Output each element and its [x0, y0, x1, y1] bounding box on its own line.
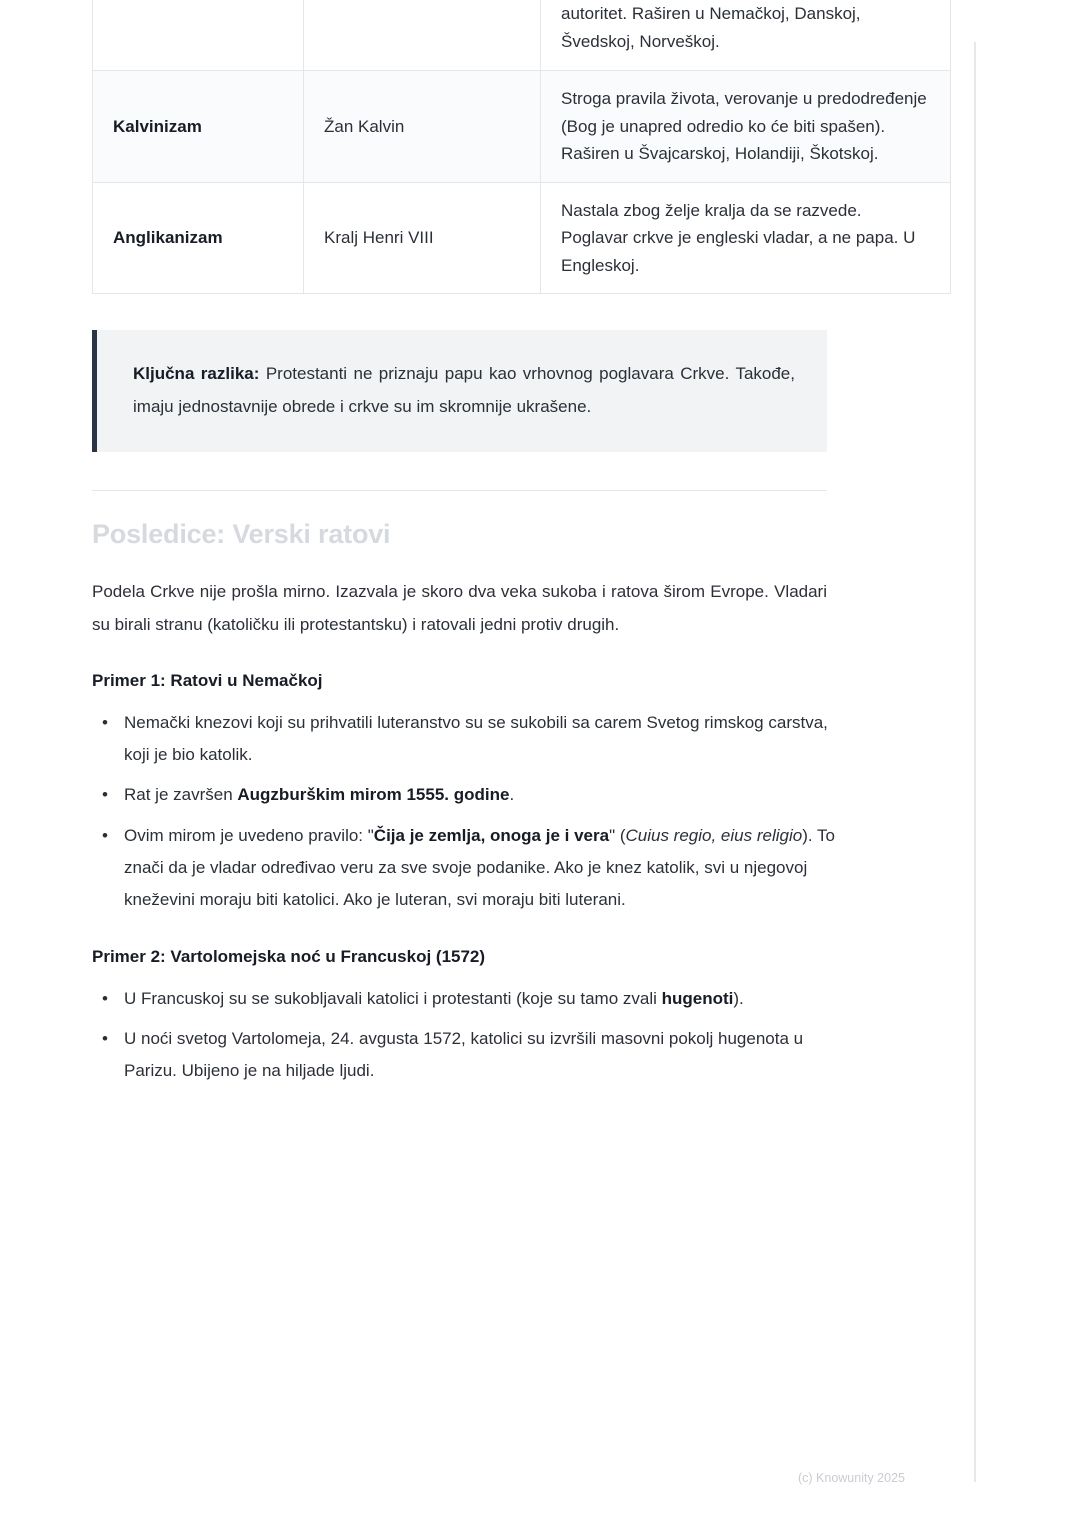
table-row	[93, 182, 951, 294]
list-item-text: Rat je završen	[124, 785, 238, 805]
table-row	[93, 71, 951, 183]
list-item-text: ).	[733, 988, 744, 1008]
table-cell-name	[93, 0, 304, 71]
example-2-heading: Primer 2: Vartolomejska noć u Francuskoj (1572)	[92, 946, 486, 966]
table-cell-founder	[304, 0, 541, 71]
table-cell-founder: Kralj Henri VIII	[304, 182, 541, 294]
list-item-text: .	[509, 785, 515, 805]
list-item	[122, 1023, 857, 1088]
reformation-branches-table	[92, 0, 951, 294]
list-item	[122, 779, 857, 811]
scrollbar-track[interactable]	[974, 42, 976, 1482]
table-cell-description: Nastala zbog želje kralja da se razvede. Poglavar crkve je engleski vladar, a ne papa. U Engleskoj.	[541, 182, 951, 294]
list-item-text: Ovim mirom je uvedeno pravilo: "	[124, 825, 374, 845]
table-cell-name: Kalvinizam	[93, 71, 304, 183]
table-row	[93, 0, 951, 71]
example-1-list	[92, 707, 857, 917]
example-1-heading: Primer 1: Ratovi u Nemačkoj	[92, 670, 323, 690]
list-item-text: " (	[609, 825, 626, 845]
list-item-text: ). To znači da je vladar određivao veru za sve svoje podanike. Ako je knez katolik, svi u njegovoj kneževini moraju biti katolici. Ako je luteran, svi moraju biti luterani.	[124, 825, 835, 910]
table-cell-name: Anglikanizam	[93, 182, 304, 294]
section-intro-paragraph: Podela Crkve nije prošla mirno. Izazvala je skoro dva veka sukoba i ratova širom Evrope. Vladari su birali stranu (katoličku ili protestantsku) i ratovali jedni protiv drugih.	[92, 581, 827, 634]
list-item	[122, 707, 857, 772]
list-item-text: U Francuskoj su se sukobljavali katolici i protestanti (koje su tamo zvali	[124, 988, 662, 1008]
list-item-text: Čija je zemlja, onoga je i vera	[373, 825, 610, 845]
list-item-text: Augzburškim mirom 1555. godine	[237, 785, 510, 805]
list-item-text: Nemački knezovi koji su prihvatili luteranstvo su se sukobili sa carem Svetog rimskog carstva, koji je bio katolik.	[124, 712, 828, 765]
copyright-note: (c) Knowunity 2025	[797, 1471, 905, 1485]
list-item-text: U noći svetog Vartolomeja, 24. avgusta 1572, katolici su izvršili masovni pokolj hugenota u Parizu. Ubijeno je na hiljade ljudi.	[124, 1028, 804, 1081]
callout-label: Ključna razlika:	[133, 364, 260, 384]
table-cell-founder: Žan Kalvin	[304, 71, 541, 183]
table-cell-description: Stroga pravila života, verovanje u predodređenje (Bog je unapred odredio ko će biti spašen). Raširen u Švajcarskoj, Holandiji, Škotskoj.	[541, 71, 951, 183]
section-divider	[92, 490, 827, 491]
scroll-gutter	[974, 0, 1080, 1528]
callout-text: Protestanti ne priznaju papu kao vrhovnog poglavara Crkve. Takođe, imaju jednostavnije obrede i crkve su im skromnije ukrašene.	[133, 364, 795, 417]
list-item-text: Cuius regio, eius religio	[625, 825, 803, 845]
list-item	[122, 983, 857, 1015]
table-body	[93, 0, 951, 294]
example-2-list	[92, 983, 857, 1088]
list-item-text: hugenoti	[661, 988, 734, 1008]
key-difference-callout	[92, 330, 827, 452]
section-heading: Posledice: Verski ratovi	[92, 519, 391, 550]
list-item	[122, 820, 857, 917]
table-cell-description: autoritet. Raširen u Nemačkoj, Danskoj, Švedskoj, Norveškoj.	[541, 0, 951, 71]
